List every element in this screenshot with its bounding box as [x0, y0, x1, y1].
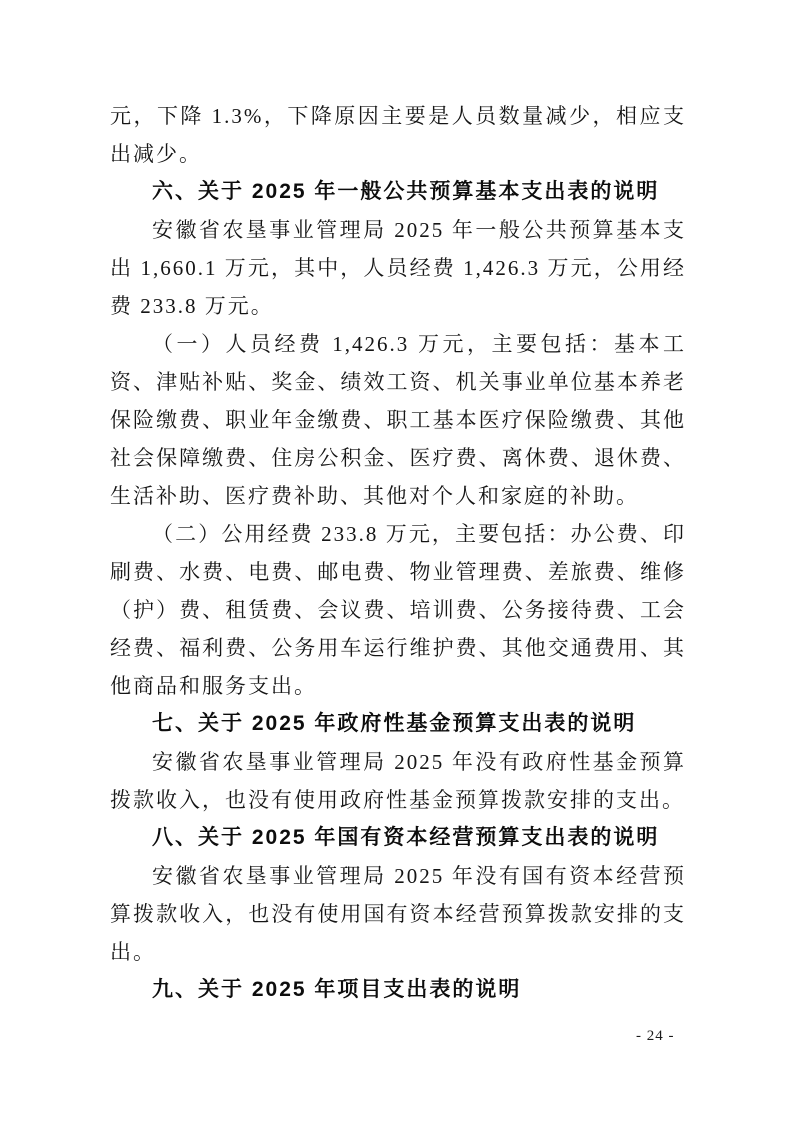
para-basic-expenditure-total: 安徽省农垦事业管理局 2025 年一般公共预算基本支出 1,660.1 万元，其中，人员经费 1,426.3 万元，公用经费 233.8 万元。: [110, 218, 686, 318]
heading-section-6-basic-expenditure: 六、关于 2025 年一般公共预算基本支出表的说明: [152, 180, 660, 203]
para-government-fund-none: 安徽省农垦事业管理局 2025 年没有政府性基金预算拨款收入，也没有使用政府性基金预算拨款安排的支出。: [110, 750, 686, 812]
page-number: - 24 -: [636, 1028, 675, 1044]
page-text-block: [110, 97, 686, 1009]
heading-section-8-state-capital-budget: 八、关于 2025 年国有资本经营预算支出表的说明: [152, 826, 660, 849]
para-personnel-funds-detail: （一）人员经费 1,426.3 万元，主要包括：基本工资、津贴补贴、奖金、绩效工资、机关事业单位基本养老保险缴费、职业年金缴费、职工基本医疗保险缴费、其他社会保障缴费、住房公积金、医疗费、离休费、退休费、生活补助、医疗费补助、其他对个人和家庭的补助。: [110, 332, 686, 508]
para-state-capital-none: 安徽省农垦事业管理局 2025 年没有国有资本经营预算拨款收入，也没有使用国有资本经营预算拨款安排的支出。: [110, 864, 686, 964]
heading-section-7-government-fund-budget: 七、关于 2025 年政府性基金预算支出表的说明: [152, 712, 637, 735]
heading-section-9-project-expenditure: 九、关于 2025 年项目支出表的说明: [152, 978, 522, 1001]
para-continuation-decrease-reason: 元，下降 1.3%，下降原因主要是人员数量减少，相应支出减少。: [110, 104, 686, 166]
para-public-funds-detail: （二）公用经费 233.8 万元，主要包括：办公费、印刷费、水费、电费、邮电费、物业管理费、差旅费、维修（护）费、租赁费、会议费、培训费、公务接待费、工会经费、福利费、公务用车运行维护费、其他交通费用、其他商品和服务支出。: [110, 522, 686, 698]
